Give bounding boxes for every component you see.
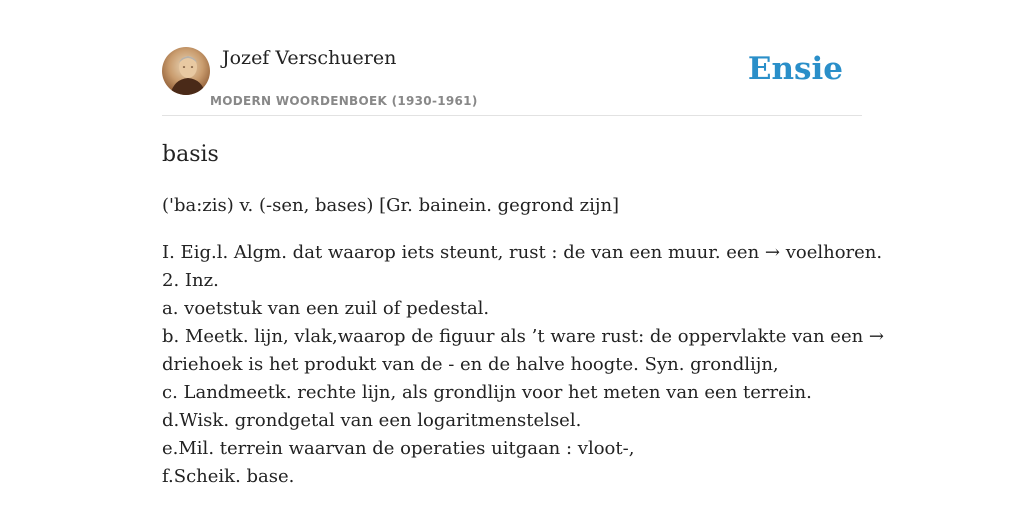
definition-line: b. Meetk. lijn, vlak,waarop de figuur als ’t ware rust: de oppervlakte van een → xyxy=(162,326,885,347)
definition-line: d.Wisk. grondgetal van een logaritmenstelsel. xyxy=(162,410,582,431)
brand-logo[interactable]: Ensie xyxy=(747,51,843,87)
definition-line: e.Mil. terrein waarvan de operaties uitgaan : vloot-, xyxy=(162,438,635,459)
definition-line: driehoek is het produkt van de - en de halve hoogte. Syn. grondlijn, xyxy=(162,354,779,375)
entry-term: basis xyxy=(162,142,219,167)
source-label[interactable]: MODERN WOORDENBOEK (1930-1961) xyxy=(210,94,478,108)
definition-line: f.Scheik. base. xyxy=(162,466,295,487)
author-name[interactable]: Jozef Verschueren xyxy=(222,47,397,69)
header xyxy=(162,0,862,116)
entry-definitions xyxy=(162,239,885,491)
author-avatar[interactable] xyxy=(162,47,210,95)
page-content xyxy=(162,0,885,512)
definition-line: c. Landmeetk. rechte lijn, als grondlijn voor het meten van een terrein. xyxy=(162,382,812,403)
definition-line: 2. Inz. xyxy=(162,270,219,291)
entry-pronunciation: ('ba:zis) v. (-sen, bases) [Gr. bainein. gegrond zijn] xyxy=(162,195,620,216)
definition-line: a. voetstuk van een zuil of pedestal. xyxy=(162,298,490,319)
definition-line: I. Eig.l. Algm. dat waarop iets steunt, rust : de van een muur. een → voelhoren. xyxy=(162,242,883,263)
